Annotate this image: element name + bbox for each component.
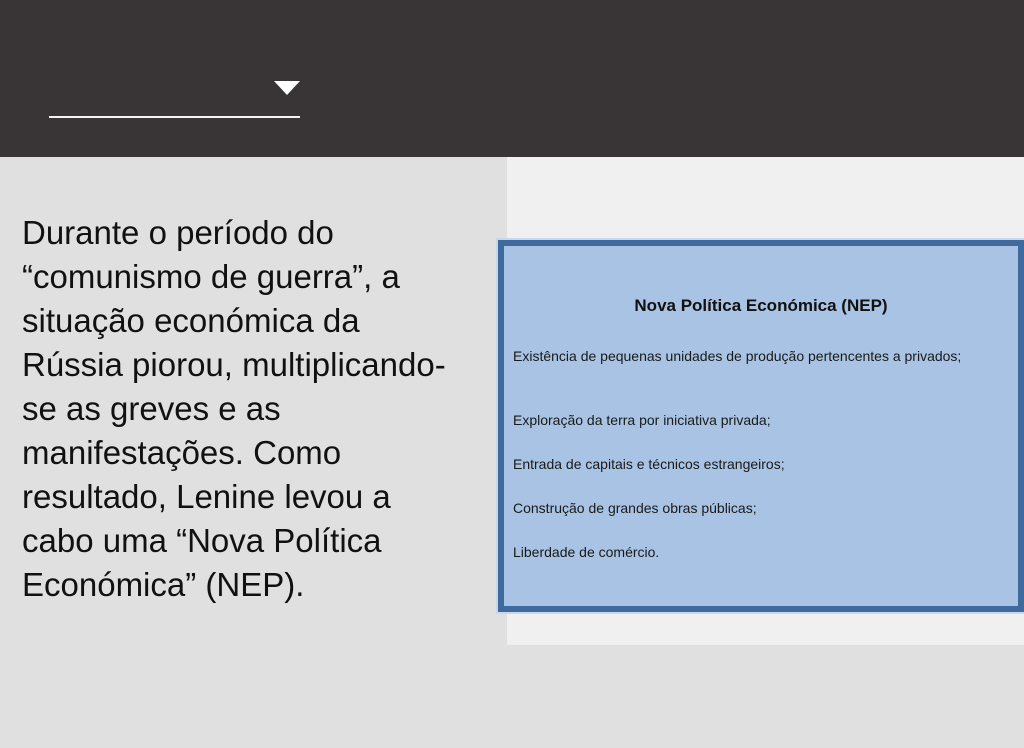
list-item: Existência de pequenas unidades de produção pertencentes a privados; xyxy=(513,348,962,364)
nep-list xyxy=(513,346,1012,566)
main-paragraph: Durante o período do “comunismo de guerra”, a situação económica da Rússia piorou, multiplicando-se as greves e as manifestações. Como resultado, Lenine levou a cabo uma “Nova Política Económica” (NEP). xyxy=(22,214,446,603)
list-item: Exploração da terra por iniciativa privada; xyxy=(513,412,771,428)
list-item: Entrada de capitais e técnicos estrangeiros; xyxy=(513,456,785,472)
list-item: Construção de grandes obras públicas; xyxy=(513,500,757,516)
title-underline xyxy=(49,116,300,118)
list-item: Liberdade de comércio. xyxy=(513,544,660,560)
triangle-down-icon[interactable] xyxy=(274,81,300,95)
header-bar xyxy=(0,0,1024,157)
title-dropdown[interactable] xyxy=(49,70,300,118)
nep-info-box xyxy=(498,240,1024,612)
nep-box-title: Nova Política Económica (NEP) xyxy=(634,296,888,315)
